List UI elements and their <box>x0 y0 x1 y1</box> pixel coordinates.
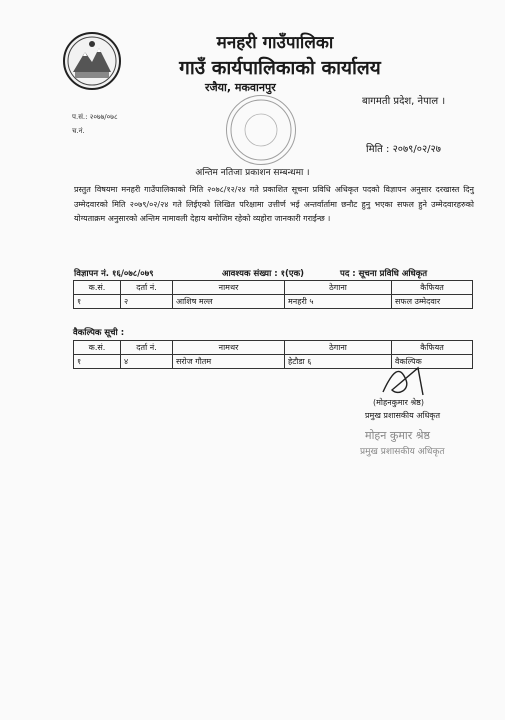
final-result-table <box>73 280 473 309</box>
cell-sn: १ <box>74 355 121 369</box>
office-stamp <box>226 95 296 165</box>
dispatch-number: च.नं. <box>72 127 85 135</box>
col-remarks: कैफियत <box>392 341 473 355</box>
col-name: नामथर <box>173 341 285 355</box>
letter-body: प्रस्तुत विषयमा मनहरी गाउँपालिकाको मिति २०७८/१२/२४ गते प्रकाशित सूचना प्रविधि अधिकृत पदको विज्ञापन अनुसार दरखास्त दिनु उम्मेदवारको मिति २०७९/०२/२४ गते लिईएको लिखित परिक्षामा उत्तीर्ण भई अन्तर्वार्तामा छनौट हुनु भएका सफल हुने उम्मेदवारहरुको योग्यताक्रम अनुसारको अन्तिम नामावली देहाय बमोजिम रहेको व्यहोरा जानकारी गराईन्छ । <box>74 185 474 223</box>
cell-sn: १ <box>74 295 121 309</box>
col-address: ठेगाना <box>285 341 392 355</box>
designation-stamp: प्रमुख प्रशासकीय अधिकृत <box>360 447 445 457</box>
cell-remarks: वैकल्पिक <box>392 355 473 369</box>
cell-name: आशिष मल्ल <box>173 295 285 309</box>
stamp-ring-icon <box>227 96 295 164</box>
name-stamp: मोहन कुमार श्रेष्ठ <box>365 429 431 442</box>
cell-reg-no: २ <box>121 295 173 309</box>
office-location: रजैया, मकवानपुर <box>205 81 276 94</box>
required-count: आवश्यक संख्या : १(एक) <box>222 269 305 279</box>
cell-address: हेटौडा ६ <box>285 355 392 369</box>
letter-subject: अन्तिम नतिजा प्रकाशन सम्बन्धमा । <box>195 168 310 178</box>
signature-icon <box>378 360 438 400</box>
col-sn: क.सं. <box>74 341 121 355</box>
province-line: बागमती प्रदेश, नेपाल । <box>362 96 446 107</box>
col-reg-no: दर्ता नं. <box>121 281 173 295</box>
col-name: नामथर <box>173 281 285 295</box>
table-row <box>74 295 473 309</box>
municipality-name: मनहरी गाउँपालिका <box>216 33 334 53</box>
signatory-name: (मोहनकुमार श्रेष्ठ) <box>373 398 424 407</box>
reference-number: प.सं.: २०७७/०७८ <box>72 113 118 121</box>
table-header-row <box>74 341 473 355</box>
letter-date: मिति : २०७९/०२/२७ <box>366 144 441 155</box>
signatory-designation: प्रमुख प्रशासकीय अधिकृत <box>365 411 441 420</box>
post-name: पद : सूचना प्रविधि अधिकृत <box>340 269 428 279</box>
office-name: गाउँ कार्यपालिकाको कार्यालय <box>179 57 381 79</box>
alternate-list-title: वैकल्पिक सूची : <box>73 328 125 338</box>
col-address: ठेगाना <box>285 281 392 295</box>
cell-address: मनहरी ५ <box>285 295 392 309</box>
municipality-emblem <box>63 32 121 90</box>
cell-reg-no: ४ <box>121 355 173 369</box>
table-header-row <box>74 281 473 295</box>
col-sn: क.सं. <box>74 281 121 295</box>
col-remarks: कैफियत <box>392 281 473 295</box>
cell-name: सरोज गौतम <box>173 355 285 369</box>
cell-remarks: सफल उम्मेदवार <box>392 295 473 309</box>
col-reg-no: दर्ता नं. <box>121 341 173 355</box>
ad-number: विज्ञापन नं. १६/०७८/०७९ <box>74 269 154 279</box>
mountain-emblem-icon <box>65 34 119 88</box>
